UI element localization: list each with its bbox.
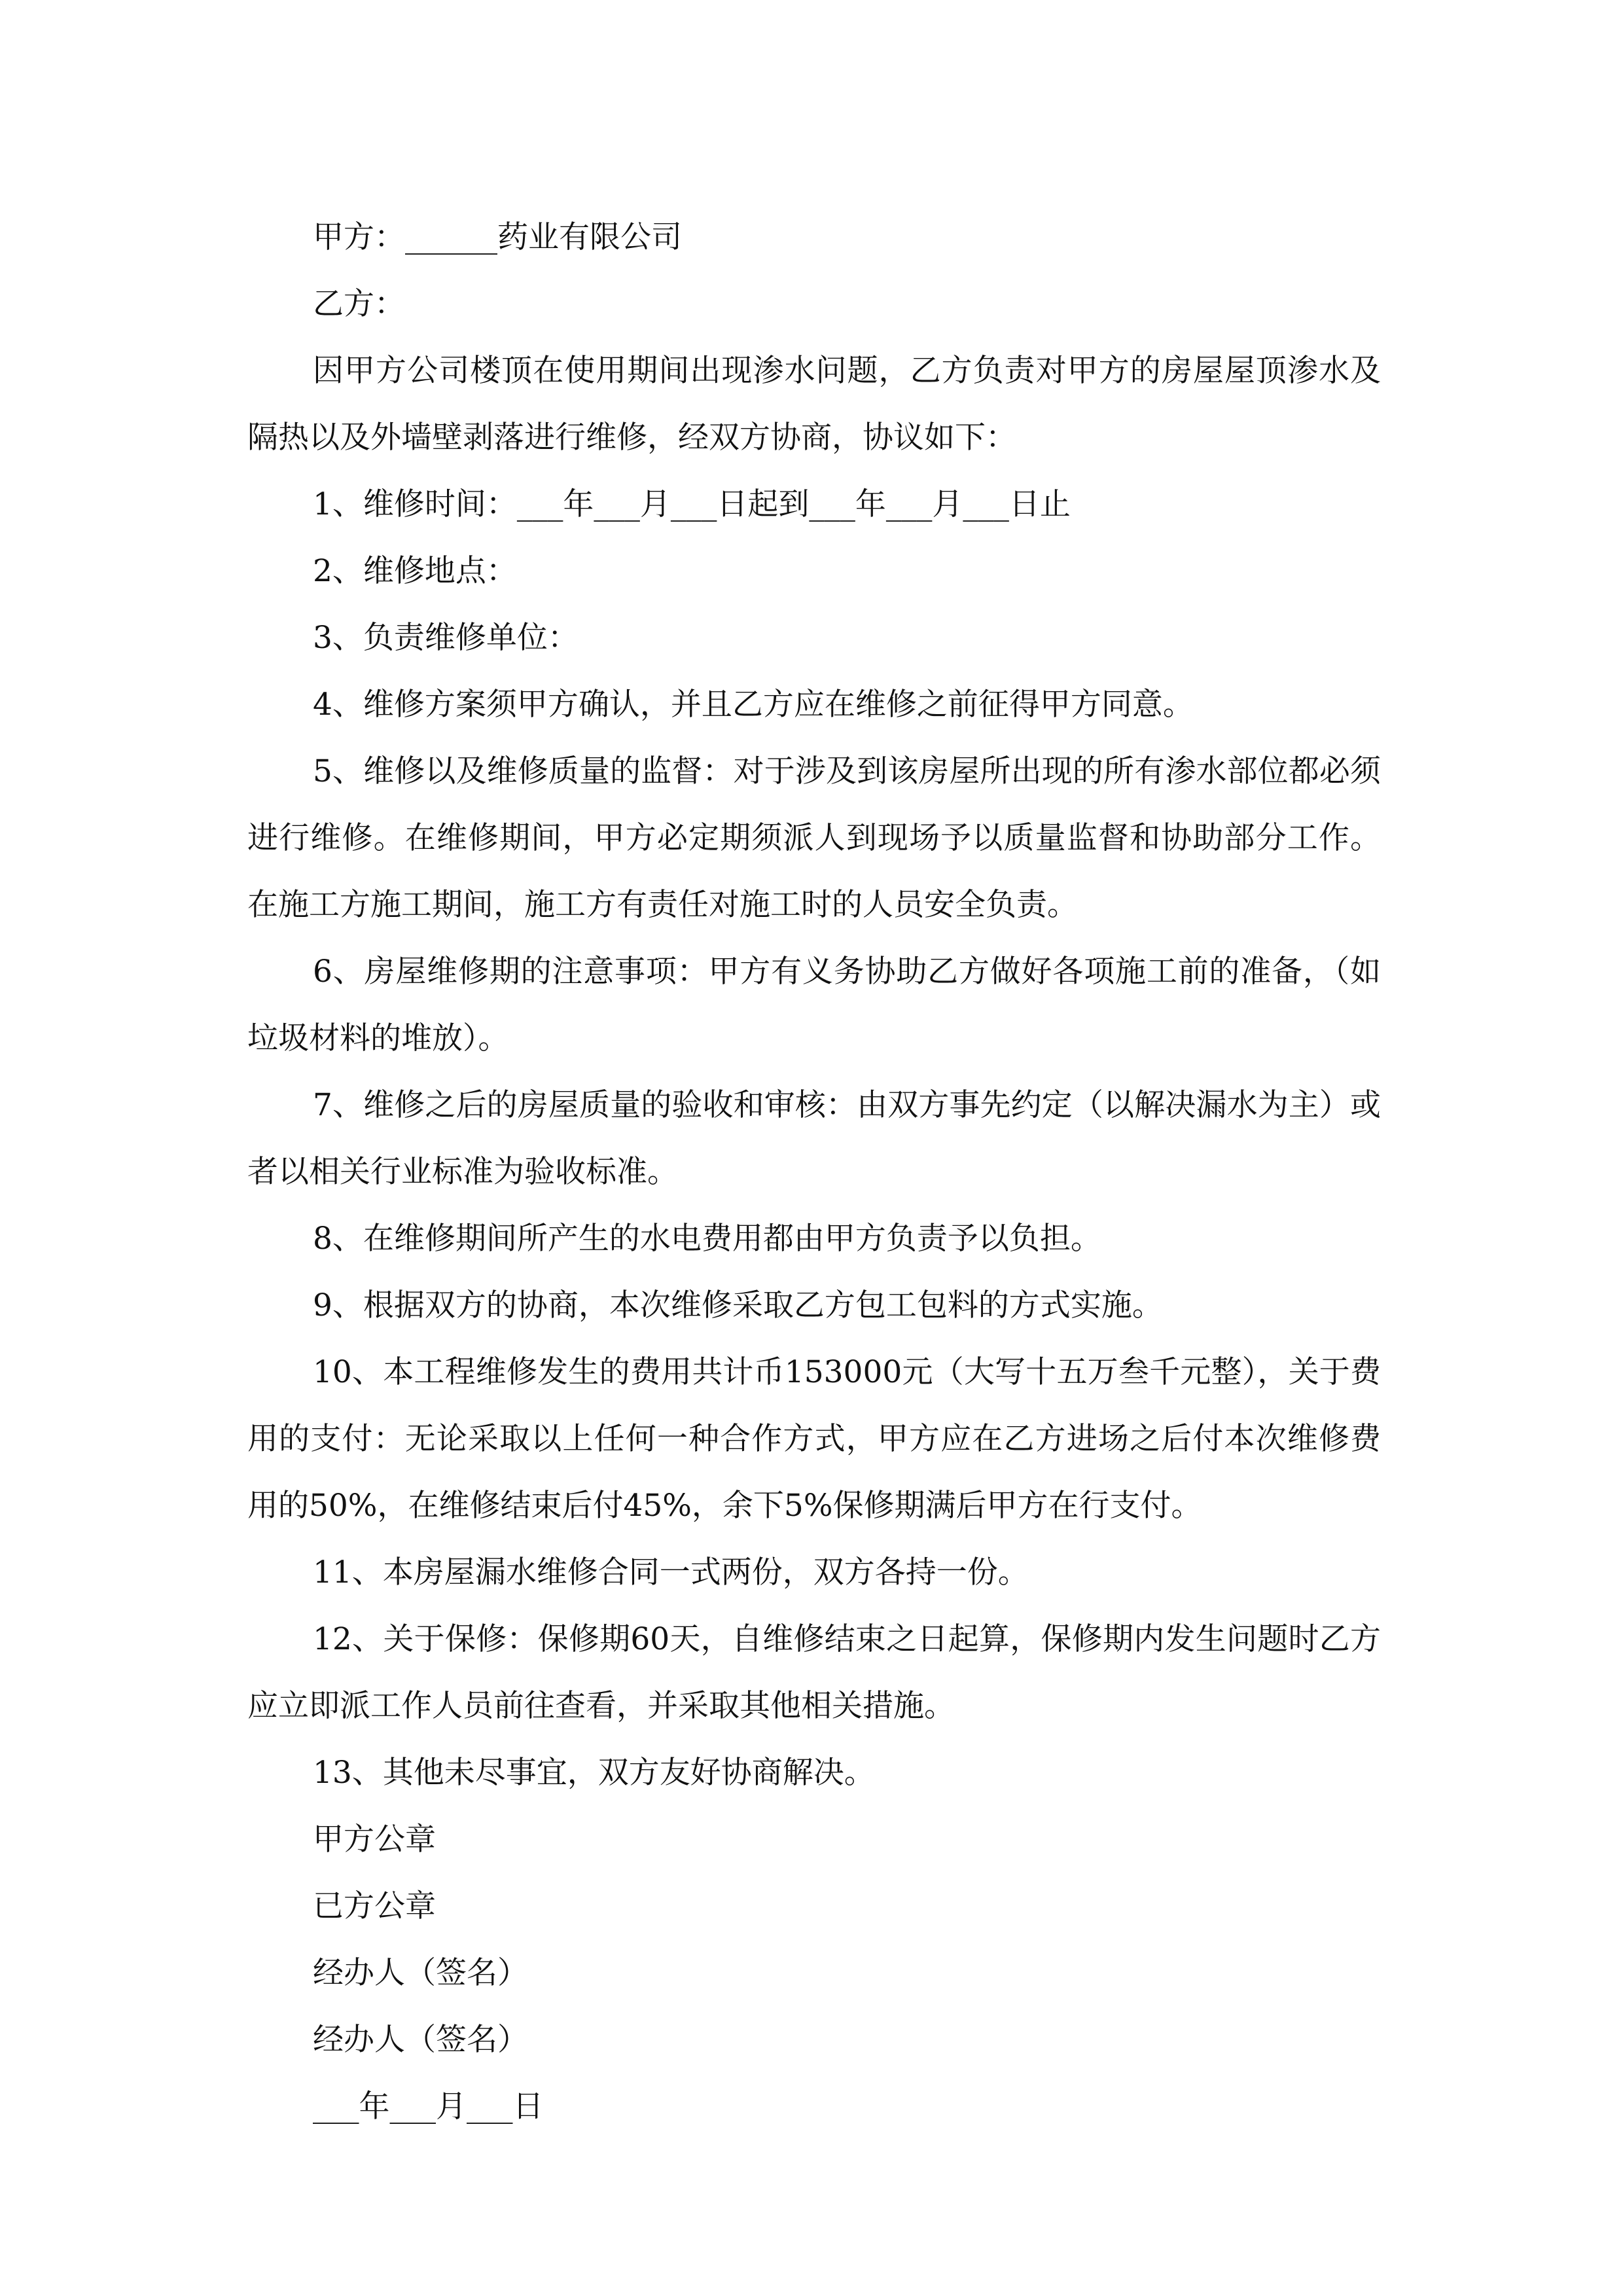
party-a-seal: 甲方公章 xyxy=(313,1821,436,1857)
intro-paragraph: 因甲方公司楼顶在使用期间出现渗水问题，乙方负责对甲方的房屋屋顶渗水及隔热以及外墙壁剥落进行维修，经双方协商，协议如下： xyxy=(247,353,1381,456)
agent-signature-2: 经办人（签名） xyxy=(313,2022,528,2058)
clause-3: 3、负责维修单位： xyxy=(313,620,579,656)
clause-5: 5、维修以及维修质量的监督：对于涉及到该房屋所出现的所有渗水部位都必须进行维修。在维修期间，甲方必定期须派人到现场予以质量监督和协助部分工作。在施工方施工期间，施工方有责任对施工时的人员安全负责。 xyxy=(247,753,1381,923)
signing-date: ___年___月___日 xyxy=(313,2089,544,2125)
party-b-seal: 已方公章 xyxy=(313,1888,436,1924)
clause-4: 4、维修方案须甲方确认，并且乙方应在维修之前征得甲方同意。 xyxy=(313,687,1194,723)
contract-body xyxy=(247,204,1381,2140)
clause-7: 7、维修之后的房屋质量的验收和审核：由双方事先约定（以解决漏水为主）或者以相关行业标准为验收标准。 xyxy=(247,1087,1381,1190)
party-a-line: 甲方：______药业有限公司 xyxy=(313,219,682,255)
party-b-line: 乙方： xyxy=(313,286,405,322)
clause-2: 2、维修地点： xyxy=(313,553,517,589)
clause-10: 10、本工程维修发生的费用共计币153000元（大写十五万叁千元整），关于费用的支付：无论采取以上任何一种合作方式，甲方应在乙方进场之后付本次维修费用的50%，在维修结束后付45%，余下5%保修期满后甲方在行支付。 xyxy=(247,1354,1381,1524)
clause-9: 9、根据双方的协商，本次维修采取乙方包工包料的方式实施。 xyxy=(313,1287,1163,1323)
clause-1: 1、维修时间：___年___月___日起到___年___月___日止 xyxy=(313,486,1071,522)
clause-8: 8、在维修期间所产生的水电费用都由甲方负责予以负担。 xyxy=(313,1221,1101,1257)
agent-signature-1: 经办人（签名） xyxy=(313,1955,528,1991)
clause-11: 11、本房屋漏水维修合同一式两份，双方各持一份。 xyxy=(313,1554,1029,1590)
clause-6: 6、房屋维修期的注意事项：甲方有义务协助乙方做好各项施工前的准备，（如垃圾材料的堆放）。 xyxy=(247,954,1381,1056)
clause-13: 13、其他未尽事宜，双方友好协商解决。 xyxy=(313,1755,875,1791)
clause-12: 12、关于保修：保修期60天，自维修结束之日起算，保修期内发生问题时乙方应立即派工作人员前往查看，并采取其他相关措施。 xyxy=(247,1621,1381,1724)
